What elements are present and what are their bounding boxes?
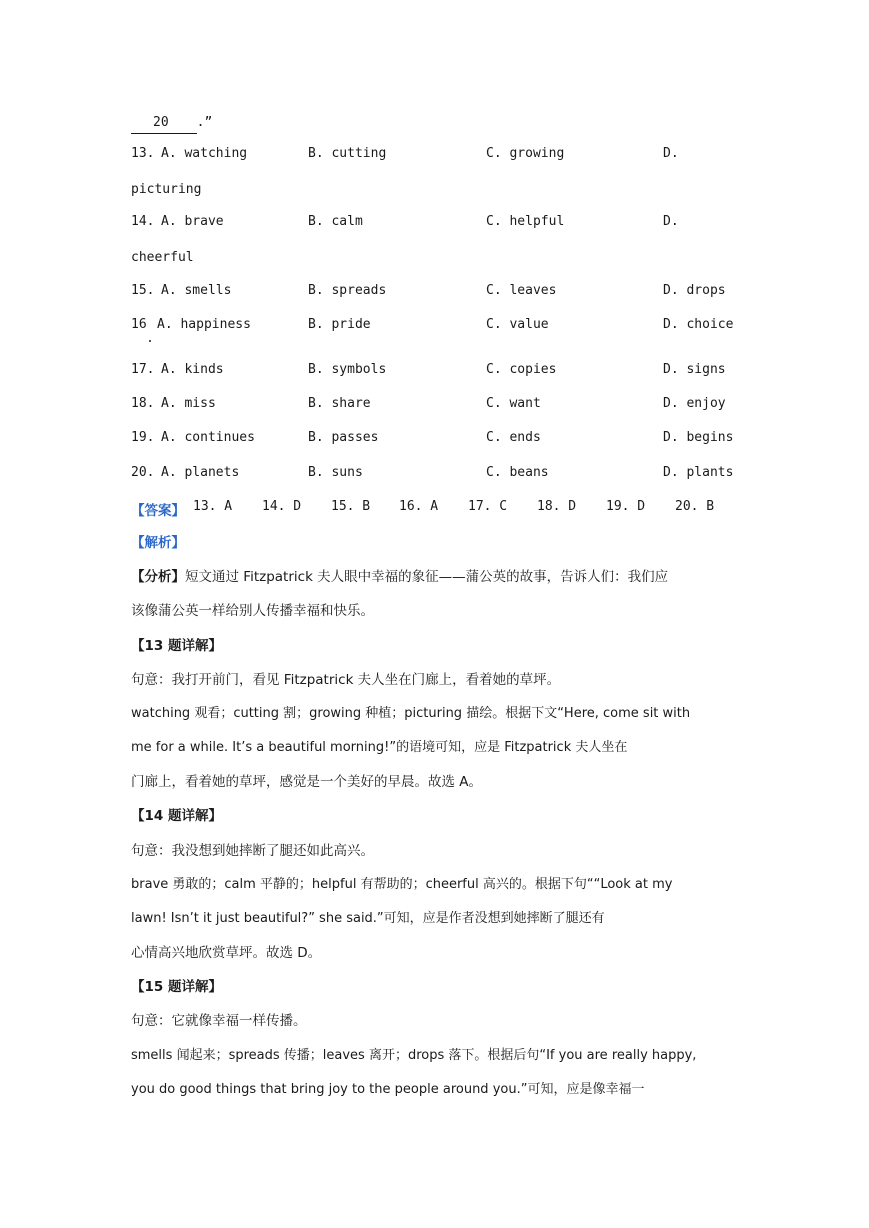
detail-line: 句意：我打开前门，看见 Fitzpatrick 夫人坐在门廊上，看着她的草坪。 [131, 672, 561, 688]
option-d: D. [663, 146, 679, 161]
answer-row [131, 499, 741, 519]
option-c: C. beans [486, 465, 549, 480]
answer-item: 15. B [331, 499, 371, 514]
detail-line: watching 观看；cutting 割；growing 种植；picturing 描绘。根据下文“Here, come sit with [131, 706, 691, 721]
option-d: D. signs [663, 362, 726, 377]
option-d-wrap: cheerful [131, 250, 194, 265]
option-b: B. share [308, 396, 371, 411]
detail-line: smells 闻起来；spreads 传播；leaves 离开；drops 落下。根据后句“If you are really happy, [131, 1048, 697, 1063]
blank-tail: .” [196, 115, 213, 130]
question-row [131, 465, 741, 485]
question-number: 15. [131, 283, 155, 298]
option-c: C. copies [486, 362, 557, 377]
option-d: D. drops [663, 283, 726, 298]
detail-line: 心情高兴地欣赏草坪。故选 D。 [131, 945, 322, 961]
option-a: A. continues [161, 430, 255, 445]
option-a: A. brave [161, 214, 224, 229]
option-c: C. leaves [486, 283, 557, 298]
option-b: B. spreads [308, 283, 387, 298]
option-d: D. enjoy [663, 396, 726, 411]
detail-line: 句意：它就像幸福一样传播。 [131, 1013, 307, 1029]
question-number: 16 [131, 317, 147, 332]
top-blank-line [131, 112, 212, 134]
stray-dot-mark [149, 340, 151, 342]
option-b: B. symbols [308, 362, 387, 377]
question-number: 14. [131, 214, 155, 229]
answer-item: 18. D [537, 499, 577, 514]
analysis-line: 该像蒲公英一样给别人传播幸福和快乐。 [131, 603, 374, 619]
analysis-label: 【解析】 [131, 535, 185, 551]
answer-item: 17. C [468, 499, 508, 514]
detail-line: you do good things that bring joy to the people around you.”可知，应是像幸福一 [131, 1082, 645, 1097]
blank-number: 20 [131, 113, 197, 134]
option-b: B. pride [308, 317, 371, 332]
option-c: C. growing [486, 146, 565, 161]
question-row [131, 396, 741, 416]
option-b: B. passes [308, 430, 379, 445]
option-a: A. kinds [161, 362, 224, 377]
analysis-sub-label: 【分析】 [131, 569, 185, 585]
option-a: A. watching [161, 146, 248, 161]
option-a: A. smells [161, 283, 232, 298]
question-number: 13. [131, 146, 155, 161]
answer-item: 19. D [606, 499, 646, 514]
answer-item: 16. A [399, 499, 439, 514]
question-row [131, 146, 741, 166]
detail-line: 句意：我没想到她摔断了腿还如此高兴。 [131, 843, 374, 859]
option-d: D. begins [663, 430, 734, 445]
option-c: C. want [486, 396, 541, 411]
option-a: A. miss [161, 396, 216, 411]
question-number: 20. [131, 465, 155, 480]
option-c: C. value [486, 317, 549, 332]
option-b: B. calm [308, 214, 363, 229]
question-row [131, 317, 741, 337]
detail-line: me for a while. It’s a beautiful morning!”的语境可知，应是 Fitzpatrick 夫人坐在 [131, 740, 628, 755]
option-d: D. [663, 214, 679, 229]
detail-line: 门廊上，看着她的草坪，感觉是一个美好的早晨。故选 A。 [131, 774, 483, 790]
detail-heading: 【13 题详解】 [131, 638, 222, 654]
question-number: 17. [131, 362, 155, 377]
detail-heading: 【15 题详解】 [131, 979, 222, 995]
question-number: 19. [131, 430, 155, 445]
option-a: A. planets [161, 465, 240, 480]
question-row [131, 283, 741, 303]
option-d-wrap: picturing [131, 182, 202, 197]
question-number: 18. [131, 396, 155, 411]
question-row [131, 362, 741, 382]
detail-line: lawn! Isn’t it just beautiful?” she said.”可知，应是作者没想到她摔断了腿还有 [131, 911, 605, 926]
analysis-text: 短文通过 Fitzpatrick 夫人眼中幸福的象征——蒲公英的故事，告诉人们：我们应 [185, 569, 669, 585]
answer-item: 14. D [262, 499, 302, 514]
answer-item: 20. B [675, 499, 715, 514]
detail-heading: 【14 题详解】 [131, 808, 222, 824]
option-b: B. suns [308, 465, 363, 480]
answer-label: 【答案】 [131, 503, 185, 519]
option-c: C. ends [486, 430, 541, 445]
answer-item: 13. A [193, 499, 233, 514]
option-c: C. helpful [486, 214, 565, 229]
option-d: D. choice [663, 317, 734, 332]
option-a: A. happiness [157, 317, 251, 332]
option-b: B. cutting [308, 146, 387, 161]
detail-line: brave 勇敢的；calm 平静的；helpful 有帮助的；cheerful 高兴的。根据下句““Look at my [131, 877, 673, 892]
question-row [131, 430, 741, 450]
option-d: D. plants [663, 465, 734, 480]
question-row [131, 214, 741, 234]
analysis-line [131, 567, 668, 587]
